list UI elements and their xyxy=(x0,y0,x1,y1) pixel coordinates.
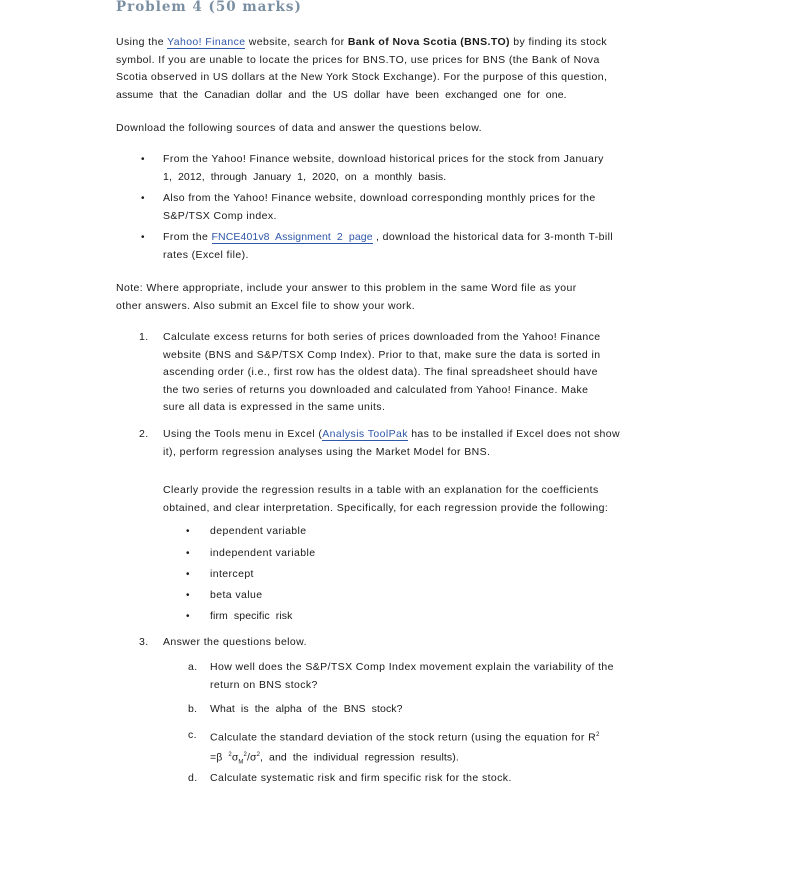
question-text: Answer the questions below. xyxy=(163,636,307,648)
bullet-text: From the xyxy=(163,231,212,243)
note-text: other answers. Also submit an Excel file to show your work. xyxy=(116,299,416,312)
question-text: Clearly provide the regression results in a table with an explanation for the coefficients xyxy=(163,484,599,496)
bullet-dot: • xyxy=(186,526,190,537)
subscript: M xyxy=(238,759,244,766)
intro-text: Using the xyxy=(116,36,168,48)
formula-text: =β xyxy=(210,751,229,764)
bullet-item-1 xyxy=(141,151,683,186)
analysis-toolpak-link[interactable]: Analysis ToolPak xyxy=(322,428,408,440)
note-paragraph xyxy=(116,280,696,315)
sub-question-label: b. xyxy=(188,703,197,715)
intro-text: by finding its stock xyxy=(509,36,608,48)
intro-line-4: assume that the Canadian dollar and the US dollar have been exchanged one for one. xyxy=(116,88,567,101)
question-3b xyxy=(188,701,690,719)
question-text: How well does the S&P/TSX Comp Index movement explain the variability of the xyxy=(210,661,614,673)
question-text: ascending order (i.e., first row has the oldest data). The final spreadsheet should have xyxy=(163,366,598,378)
bullet-dot: • xyxy=(186,548,190,559)
bullet-dot: • xyxy=(186,611,190,622)
formula-text: /σ xyxy=(246,751,257,764)
question-text: Calculate systematic risk and firm specific risk for the stock. xyxy=(210,772,512,784)
question-text: the two series of returns you downloaded and calculated from Yahoo! Finance. Make xyxy=(163,383,589,396)
question-text: return on BNS stock? xyxy=(210,678,318,691)
question-text: website (BNS and S&P/TSX Comp Index). Prior to that, make sure the data is sorted in xyxy=(163,348,601,361)
regression-item-1 xyxy=(186,523,690,541)
question-number: 2. xyxy=(139,428,149,440)
regression-item-text: intercept xyxy=(210,568,254,580)
bullet-text: S&P/TSX Comp index. xyxy=(163,209,277,222)
question-2 xyxy=(139,426,703,461)
regression-item-text: firm specific risk xyxy=(210,610,293,622)
regression-item-3 xyxy=(186,566,690,584)
question-text: What is the alpha of the BNS stock? xyxy=(210,703,403,715)
regression-item-text: dependent variable xyxy=(210,525,307,537)
bullet-dot: • xyxy=(141,232,145,243)
question-text: Calculate excess returns for both series of prices downloaded from the Yahoo! Finance xyxy=(163,331,601,343)
superscript: 2 xyxy=(596,732,600,738)
bullet-dot: • xyxy=(141,193,145,204)
sub-question-label: c. xyxy=(188,729,197,741)
question-text: Calculate the standard deviation of the stock return (using the equation for R xyxy=(210,731,597,744)
bank-name-bold: Bank of Nova Scotia (BNS.TO) xyxy=(347,36,510,48)
regression-item-text: beta value xyxy=(210,589,263,601)
question-1 xyxy=(139,329,703,417)
superscript: 2 xyxy=(256,752,261,758)
sub-question-label: d. xyxy=(188,772,198,784)
question-text: it), perform regression analyses using the Market Model for BNS. xyxy=(163,445,491,458)
bullet-dot: • xyxy=(186,569,190,580)
question-2-detail xyxy=(163,482,703,517)
bullet-text: Also from the Yahoo! Finance website, download corresponding monthly prices for the xyxy=(163,192,596,204)
fnce401-assignment-link[interactable]: FNCE401v8 Assignment 2 page xyxy=(211,231,373,243)
question-text: Using the Tools menu in Excel ( xyxy=(163,428,323,440)
question-3 xyxy=(139,634,683,652)
bullet-dot: • xyxy=(141,154,145,165)
bullet-text: From the Yahoo! Finance website, download historical prices for the stock from January xyxy=(163,153,604,165)
sub-question-label: a. xyxy=(188,661,198,673)
question-text xyxy=(163,426,703,444)
question-3c xyxy=(188,727,690,772)
download-intro: Download the following sources of data and answer the questions below. xyxy=(116,122,482,134)
intro-line-1 xyxy=(116,34,676,52)
intro-line-3: Scotia observed in US dollars at the New York Stock Exchange). For the purpose of this question, xyxy=(116,71,608,83)
formula-line xyxy=(210,747,690,772)
problem-title: Problem 4 (50 marks) xyxy=(116,0,302,15)
question-text: obtained, and clear interpretation. Specifically, for each regression provide the following: xyxy=(163,501,609,514)
intro-line-2: symbol. If you are unable to locate the prices for BNS.TO, use prices for BNS (the Bank of Nova xyxy=(116,53,600,66)
question-text xyxy=(210,727,690,747)
question-text: has to be installed if Excel does not show xyxy=(407,428,621,440)
bullet-text xyxy=(163,229,683,247)
superscript: 2 xyxy=(243,752,247,758)
formula-text: , and the individual regression results). xyxy=(260,751,459,764)
question-3d xyxy=(188,770,690,788)
bullet-item-2 xyxy=(141,190,683,225)
formula-text: σ xyxy=(231,751,239,764)
question-number: 3. xyxy=(139,636,149,648)
question-number: 1. xyxy=(139,331,149,343)
question-text: sure all data is expressed in the same units. xyxy=(163,401,386,413)
note-text: Note: Where appropriate, include your answer to this problem in the same Word file as your xyxy=(116,282,577,294)
regression-item-5 xyxy=(186,608,690,626)
bullet-text: rates (Excel file). xyxy=(163,248,249,261)
regression-item-2 xyxy=(186,545,690,563)
intro-paragraph xyxy=(116,34,676,104)
bullet-text: 1, 2012, through January 1, 2020, on a monthly basis. xyxy=(163,170,447,183)
regression-item-text: independent variable xyxy=(210,547,316,559)
bullet-item-3 xyxy=(141,229,683,264)
regression-item-4 xyxy=(186,587,690,605)
question-3a xyxy=(188,659,690,694)
yahoo-finance-link[interactable]: Yahoo! Finance xyxy=(167,36,246,48)
bullet-text: , download the historical data for 3-month T-bill xyxy=(372,231,614,243)
superscript: 2 xyxy=(228,752,232,758)
intro-text: website, search for xyxy=(245,36,348,48)
bullet-dot: • xyxy=(186,590,190,601)
